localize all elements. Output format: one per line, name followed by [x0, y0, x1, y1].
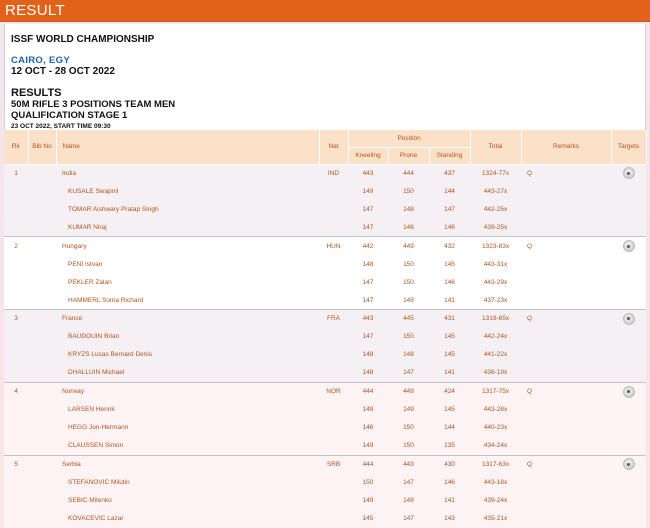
athlete-name-cell: HAMMERL Soma Richard [56, 291, 319, 309]
nat-cell [319, 400, 348, 418]
rank-cell [4, 273, 28, 291]
athlete-name-cell: HEGG Jon-Hermann [56, 419, 319, 437]
rank-cell [4, 219, 28, 237]
member-row [4, 510, 646, 528]
target-icon[interactable] [623, 458, 635, 470]
total-cell: 442-24x [470, 328, 521, 346]
nat-cell [319, 291, 348, 309]
member-row [4, 219, 646, 237]
athlete-name-cell: DHALLUIN Michael [56, 364, 319, 382]
total-cell: 1317-63x [470, 455, 521, 473]
targets-cell [611, 473, 646, 491]
standing-cell: 147 [429, 200, 470, 218]
header-name: Name [56, 130, 319, 164]
header-position: Position [348, 130, 470, 147]
nat-cell [319, 200, 348, 218]
rank-cell: 1 [4, 164, 28, 182]
nat-cell [319, 219, 348, 237]
results-table [4, 130, 647, 528]
rank-cell: 3 [4, 310, 28, 328]
targets-cell [611, 455, 646, 473]
bib-cell [28, 310, 56, 328]
athlete-name-cell: SEBIC Milenko [56, 491, 319, 509]
bib-cell [28, 200, 56, 218]
remarks-cell [521, 510, 611, 528]
remarks-cell [521, 255, 611, 273]
results-body [4, 164, 646, 528]
prone-cell: 147 [388, 510, 429, 528]
targets-cell [611, 346, 646, 364]
nat-cell: NOR [319, 382, 348, 400]
total-cell: 436-19x [470, 364, 521, 382]
header-prone: Prone [388, 147, 429, 164]
remarks-cell: Q [521, 382, 611, 400]
remarks-cell [521, 419, 611, 437]
total-cell: 437-23x [470, 291, 521, 309]
targets-cell [611, 382, 646, 400]
prone-cell: 149 [388, 491, 429, 509]
prone-cell: 150 [388, 328, 429, 346]
athlete-name-cell: PENI Istvan [56, 255, 319, 273]
championship-name: ISSF WORLD CHAMPIONSHIP [11, 34, 155, 45]
standing-cell: 430 [429, 455, 470, 473]
nat-cell [319, 491, 348, 509]
targets-cell [611, 400, 646, 418]
total-cell: 439-25x [470, 219, 521, 237]
nat-cell [319, 437, 348, 455]
total-cell: 443-29x [470, 273, 521, 291]
standing-cell: 144 [429, 182, 470, 200]
nat-cell: FRA [319, 310, 348, 328]
remarks-cell [521, 182, 611, 200]
kneeling-cell: 147 [348, 200, 388, 218]
targets-cell [611, 255, 646, 273]
kneeling-cell: 147 [348, 291, 388, 309]
rank-cell [4, 328, 28, 346]
prone-cell: 148 [388, 200, 429, 218]
bib-cell [28, 455, 56, 473]
remarks-cell [521, 400, 611, 418]
bib-cell [28, 273, 56, 291]
athlete-name-cell: PEKLER Zalan [56, 273, 319, 291]
prone-cell: 449 [388, 382, 429, 400]
remarks-cell [521, 437, 611, 455]
total-cell: 443-27x [470, 182, 521, 200]
rank-cell [4, 200, 28, 218]
bib-cell [28, 491, 56, 509]
team-row [4, 237, 646, 255]
event-header [11, 34, 175, 130]
event-location: CAIRO, EGY [11, 55, 70, 66]
nat-cell: HUN [319, 237, 348, 255]
total-cell: 435-21x [470, 510, 521, 528]
member-row [4, 419, 646, 437]
kneeling-cell: 149 [348, 400, 388, 418]
bib-cell [28, 400, 56, 418]
remarks-cell: Q [521, 164, 611, 182]
rank-cell [4, 400, 28, 418]
stage-name: QUALIFICATION STAGE 1 [11, 110, 128, 121]
kneeling-cell: 147 [348, 273, 388, 291]
standing-cell: 146 [429, 473, 470, 491]
standing-cell: 432 [429, 237, 470, 255]
kneeling-cell: 442 [348, 237, 388, 255]
bib-cell [28, 346, 56, 364]
remarks-cell [521, 491, 611, 509]
nat-cell [319, 328, 348, 346]
prone-cell: 444 [388, 164, 429, 182]
standing-cell: 144 [429, 419, 470, 437]
results-heading: RESULTS [11, 87, 62, 99]
member-row [4, 491, 646, 509]
targets-cell [611, 182, 646, 200]
total-cell: 1317-75x [470, 382, 521, 400]
rank-cell [4, 419, 28, 437]
nat-cell: SRB [319, 455, 348, 473]
rank-cell [4, 437, 28, 455]
result-title-bar [0, 0, 650, 22]
targets-cell [611, 491, 646, 509]
athlete-name-cell: LARSEN Henrik [56, 400, 319, 418]
kneeling-cell: 147 [348, 328, 388, 346]
kneeling-cell: 146 [348, 419, 388, 437]
rank-cell: 4 [4, 382, 28, 400]
kneeling-cell: 147 [348, 219, 388, 237]
standing-cell: 135 [429, 437, 470, 455]
nat-cell [319, 255, 348, 273]
target-icon[interactable] [623, 240, 635, 252]
prone-cell: 149 [388, 400, 429, 418]
standing-cell: 145 [429, 400, 470, 418]
prone-cell: 146 [388, 219, 429, 237]
prone-cell: 445 [388, 310, 429, 328]
targets-cell [611, 237, 646, 255]
kneeling-cell: 149 [348, 491, 388, 509]
remarks-cell [521, 346, 611, 364]
kneeling-cell: 443 [348, 310, 388, 328]
header-rk: Rk [4, 130, 28, 164]
standing-cell: 437 [429, 164, 470, 182]
team-name-cell: Serbia [56, 455, 319, 473]
standing-cell: 145 [429, 328, 470, 346]
total-cell: 443-28x [470, 400, 521, 418]
rank-cell [4, 255, 28, 273]
total-cell: 1323-83x [470, 237, 521, 255]
rank-cell: 5 [4, 455, 28, 473]
header-remarks: Remarks [521, 130, 611, 164]
member-row [4, 473, 646, 491]
standing-cell: 146 [429, 273, 470, 291]
remarks-cell [521, 473, 611, 491]
team-name-cell: France [56, 310, 319, 328]
standing-cell: 146 [429, 219, 470, 237]
rank-cell [4, 182, 28, 200]
targets-cell [611, 291, 646, 309]
header-total: Total [470, 130, 521, 164]
bib-cell [28, 328, 56, 346]
prone-cell: 150 [388, 182, 429, 200]
total-cell: 1324-77x [470, 164, 521, 182]
bib-cell [28, 164, 56, 182]
kneeling-cell: 444 [348, 382, 388, 400]
remarks-cell: Q [521, 455, 611, 473]
rank-cell [4, 491, 28, 509]
standing-cell: 145 [429, 255, 470, 273]
kneeling-cell: 148 [348, 346, 388, 364]
total-cell: 439-24x [470, 491, 521, 509]
bib-cell [28, 382, 56, 400]
rank-cell [4, 346, 28, 364]
event-name: 50M RIFLE 3 POSITIONS TEAM MEN [11, 99, 176, 110]
athlete-name-cell: BAUDOUIN Brian [56, 328, 319, 346]
remarks-cell: Q [521, 237, 611, 255]
targets-cell [611, 164, 646, 182]
bib-cell [28, 510, 56, 528]
target-icon[interactable] [623, 167, 635, 179]
nat-cell [319, 473, 348, 491]
result-title: RESULT [5, 2, 65, 19]
member-row [4, 437, 646, 455]
header-targets: Targets [611, 130, 646, 164]
standing-cell: 141 [429, 364, 470, 382]
header-bib: Bib No [28, 130, 56, 164]
header-standing: Standing [429, 147, 470, 164]
athlete-name-cell: KOVACEVIC Lazar [56, 510, 319, 528]
prone-cell: 150 [388, 273, 429, 291]
remarks-cell [521, 364, 611, 382]
targets-cell [611, 273, 646, 291]
total-cell: 442-25x [470, 200, 521, 218]
targets-cell [611, 510, 646, 528]
total-cell: 443-31x [470, 255, 521, 273]
kneeling-cell: 444 [348, 455, 388, 473]
rank-cell [4, 510, 28, 528]
team-row [4, 164, 646, 182]
nat-cell [319, 273, 348, 291]
bib-cell [28, 437, 56, 455]
bib-cell [28, 255, 56, 273]
standing-cell: 424 [429, 382, 470, 400]
athlete-name-cell: KRYZS Lucas Bernard Denis [56, 346, 319, 364]
member-row [4, 364, 646, 382]
bib-cell [28, 237, 56, 255]
rank-cell [4, 291, 28, 309]
remarks-cell [521, 273, 611, 291]
rank-cell [4, 364, 28, 382]
team-name-cell: Norway [56, 382, 319, 400]
rank-cell: 2 [4, 237, 28, 255]
targets-cell [611, 310, 646, 328]
targets-cell [611, 437, 646, 455]
targets-cell [611, 219, 646, 237]
kneeling-cell: 148 [348, 364, 388, 382]
member-row [4, 328, 646, 346]
athlete-name-cell: KUMAR Niraj [56, 219, 319, 237]
target-icon[interactable] [623, 386, 635, 398]
total-cell: 1319-65x [470, 310, 521, 328]
rank-cell [4, 473, 28, 491]
header-kneeling: Kneeling [348, 147, 388, 164]
kneeling-cell: 149 [348, 437, 388, 455]
prone-cell: 147 [388, 364, 429, 382]
member-row [4, 200, 646, 218]
prone-cell: 150 [388, 419, 429, 437]
header-nat: Nat [319, 130, 348, 164]
member-row [4, 255, 646, 273]
targets-cell [611, 328, 646, 346]
standing-cell: 431 [429, 310, 470, 328]
bib-cell [28, 419, 56, 437]
bib-cell [28, 473, 56, 491]
nat-cell [319, 510, 348, 528]
event-dates: 12 OCT - 28 OCT 2022 [11, 66, 115, 77]
nat-cell [319, 364, 348, 382]
prone-cell: 150 [388, 255, 429, 273]
targets-cell [611, 364, 646, 382]
total-cell: 440-23x [470, 419, 521, 437]
team-name-cell: Hungary [56, 237, 319, 255]
athlete-name-cell: STEFANOVIC Milutin [56, 473, 319, 491]
standing-cell: 141 [429, 491, 470, 509]
bib-cell [28, 291, 56, 309]
targets-cell [611, 200, 646, 218]
nat-cell [319, 419, 348, 437]
total-cell: 434-24x [470, 437, 521, 455]
member-row [4, 182, 646, 200]
bib-cell [28, 364, 56, 382]
prone-cell: 443 [388, 455, 429, 473]
athlete-name-cell: TOMAR Aishwary Pratap Singh [56, 200, 319, 218]
kneeling-cell: 145 [348, 510, 388, 528]
nat-cell [319, 182, 348, 200]
total-cell: 443-18x [470, 473, 521, 491]
athlete-name-cell: CLAUSSEN Simon [56, 437, 319, 455]
team-row [4, 455, 646, 473]
start-time: 23 OCT 2022, START TIME 09:30 [11, 123, 111, 130]
prone-cell: 150 [388, 437, 429, 455]
bib-cell [28, 219, 56, 237]
team-row [4, 382, 646, 400]
remarks-cell [521, 200, 611, 218]
prone-cell: 147 [388, 473, 429, 491]
team-name-cell: India [56, 164, 319, 182]
remarks-cell: Q [521, 310, 611, 328]
bib-cell [28, 182, 56, 200]
kneeling-cell: 150 [348, 473, 388, 491]
kneeling-cell: 148 [348, 255, 388, 273]
remarks-cell [521, 328, 611, 346]
member-row [4, 400, 646, 418]
remarks-cell [521, 291, 611, 309]
target-icon[interactable] [623, 313, 635, 325]
nat-cell [319, 346, 348, 364]
member-row [4, 291, 646, 309]
athlete-name-cell: KUSALE Swapnil [56, 182, 319, 200]
prone-cell: 149 [388, 291, 429, 309]
standing-cell: 141 [429, 291, 470, 309]
member-row [4, 273, 646, 291]
standing-cell: 145 [429, 346, 470, 364]
total-cell: 441-22x [470, 346, 521, 364]
team-row [4, 310, 646, 328]
prone-cell: 449 [388, 237, 429, 255]
member-row [4, 346, 646, 364]
targets-cell [611, 419, 646, 437]
nat-cell: IND [319, 164, 348, 182]
prone-cell: 148 [388, 346, 429, 364]
kneeling-cell: 149 [348, 182, 388, 200]
remarks-cell [521, 219, 611, 237]
standing-cell: 143 [429, 510, 470, 528]
kneeling-cell: 443 [348, 164, 388, 182]
